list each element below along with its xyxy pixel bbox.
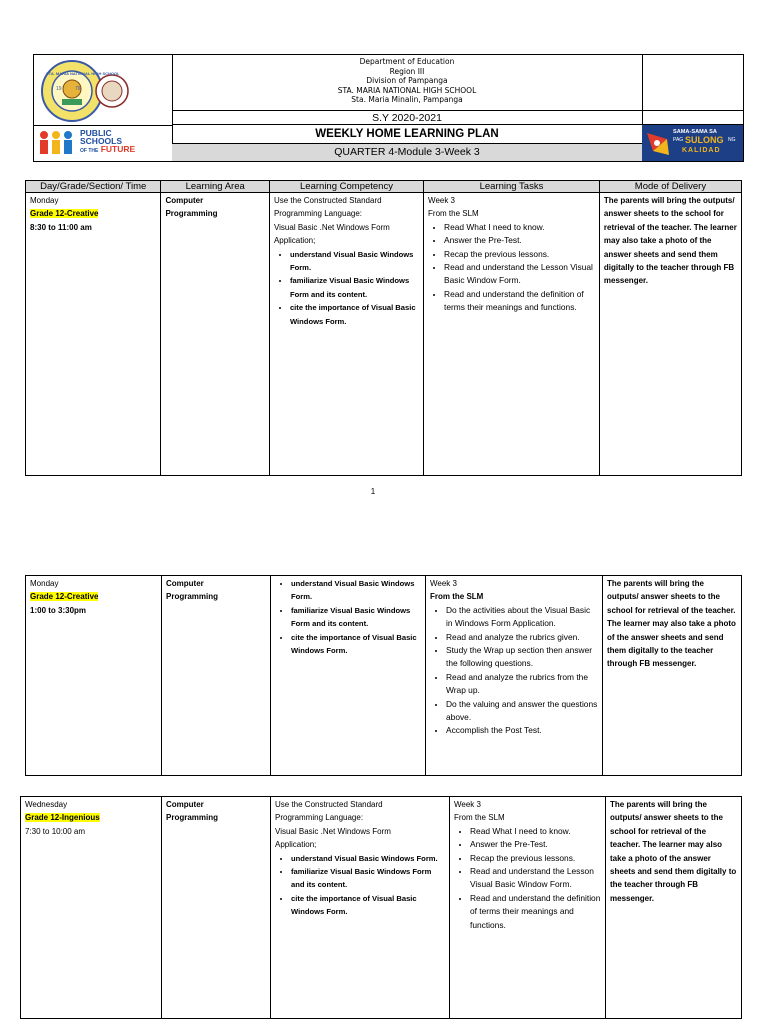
list-item: • Read and analyze the rubrics given. [446,631,598,644]
logo-public-line4: FUTURE [100,144,136,154]
list-item: • Read What I need to know. [470,825,601,838]
sulong-line1: SAMA-SAMA SA [673,129,717,135]
competency-list [275,852,445,919]
mode-cell: The parents will bring the outputs/ answer sheets to the school for retrieval of the teacher. The learner may also take a photo of the answer sheets and send them digitally to the teacher through FB messenger. [606,797,742,1019]
competency-cell [269,193,423,476]
list-item: • Accomplish the Post Test. [446,724,598,737]
logo-public-line3: OF THE [80,148,99,154]
col-header-day: Day/Grade/Section/ Time [26,181,161,193]
tasks-cell [450,797,606,1019]
list-item: • understand Visual Basic Windows Form. [291,852,445,865]
plan-table-2 [25,575,742,776]
page-number: 1 [370,487,376,496]
from-label: From the SLM [454,813,505,823]
header-divider-1 [172,110,642,111]
table-row [26,576,742,776]
flag-icon [645,129,671,157]
grade-label: Grade 12-Creative [30,209,99,219]
competency-intro-1: Use the Constructed Standard [273,196,382,205]
list-item: • Recap the previous lessons. [444,248,595,261]
list-item: • Do the activities about the Visual Basic in Windows Form Application. [446,604,598,631]
table-row [21,797,742,1019]
table-header-row [26,181,742,193]
list-item: • familiarize Visual Basic Windows Form and its content. [291,604,421,631]
school-year: S.Y 2020-2021 [372,112,442,124]
header-center-cell [172,55,643,161]
competency-intro-4: Application; [273,236,316,246]
quarter-label: QUARTER 4-Module 3-Week 3 [172,144,642,161]
day-label: Monday [30,196,59,205]
competency-list [274,248,419,328]
week-label: Week 3 [454,800,481,809]
list-item: • familiarize Visual Basic Windows Form and its content. [290,274,419,301]
col-header-competency: Learning Competency [269,181,423,193]
list-item: • cite the importance of Visual Basic Windows Form. [291,892,445,919]
logo-public-line2: SCHOOLS [80,136,123,146]
sulong-line3: SULONG [685,135,724,145]
competency-intro-1: Use the Constructed Standard [275,800,383,809]
list-item: • familiarize Visual Basic Windows Form and its content. [291,865,445,892]
sulong-line5: KALIDAD [682,147,721,154]
list-item: • Read and analyze the rubrics from the Wrap up. [446,671,598,698]
list-item: • cite the importance of Visual Basic Windows Form. [291,631,421,658]
area-line-2: Programming [165,209,218,219]
list-item: • Read and understand the definition of terms their meanings and functions. [470,892,601,932]
area-cell [162,797,271,1019]
seal-text: STA. MARIA NATIONAL HIGH SCHOOL [46,71,120,76]
day-cell [26,576,162,776]
competency-list [275,577,421,657]
week-label: Week 3 [430,579,457,588]
day-cell [26,193,161,476]
logo-divider [34,125,172,126]
header-line-1: Department of Education [359,57,455,66]
list-item: • cite the importance of Visual Basic Windows Form. [290,301,419,328]
logo-public-line1: PUBLIC [80,128,112,138]
right-divider-1 [642,110,743,111]
area-line-1: Computer [165,196,204,205]
area-line-1: Computer [166,800,204,809]
list-item: • Read and understand the Lesson Visual Basic Window Form. [444,261,595,288]
public-schools-logo [80,129,135,154]
tasks-list [428,221,595,315]
logo-cell [34,55,173,161]
col-header-tasks: Learning Tasks [424,181,600,193]
col-header-mode: Mode of Delivery [599,181,741,193]
list-item: • Answer the Pre-Test. [470,838,601,851]
list-item: • understand Visual Basic Windows Form. [291,577,421,604]
seal-year-left: 19 [56,86,62,92]
area-line-2: Programming [166,592,219,602]
seal-year-right: 76 [75,86,81,92]
header-divider-2 [172,124,642,125]
competency-intro-2: Programming Language: [275,813,364,823]
list-item: • Study the Wrap up section then answer the following questions. [446,644,598,671]
sulong-line2: PAG [673,137,684,143]
header-line-3: Division of Pampanga [366,76,448,85]
list-item: • Read and understand the definition of terms their meanings and functions. [444,288,595,315]
week-label: Week 3 [428,196,456,205]
list-item: • Read What I need to know. [444,221,595,234]
list-item: • Read and understand the Lesson Visual Basic Window Form. [470,865,601,892]
area-cell [161,193,270,476]
competency-intro-3: Visual Basic .Net Windows Form [273,222,390,232]
time-label: 8:30 to 11:00 am [30,222,92,232]
time-label: 1:00 to 3:30pm [30,605,87,615]
header-right-cell [642,55,743,161]
table-row [26,193,742,476]
tasks-list [454,825,601,932]
from-label: From the SLM [428,209,479,219]
day-label: Wednesday [25,800,68,809]
plan-table-1 [25,180,742,476]
competency-cell [271,797,450,1019]
competency-intro-2: Programming Language: [273,209,363,219]
competency-intro-3: Visual Basic .Net Windows Form [275,826,391,836]
tasks-list [430,604,598,738]
plan-table-3 [20,796,742,1019]
day-label: Monday [30,579,59,588]
tasks-cell [424,193,600,476]
area-line-1: Computer [166,579,204,588]
sulong-line4: NG [728,137,736,143]
day-cell [21,797,162,1019]
header-line-5: Sta. Maria Minalin, Pampanga [351,95,463,104]
list-item: • Answer the Pre-Test. [444,234,595,247]
header-address [172,57,642,105]
children-figures-icon [36,129,76,157]
list-item: • understand Visual Basic Windows Form. [290,248,419,275]
mode-cell: The parents will bring the outputs/ answer sheets to the school for retrieval of the teacher. The learner may also take a photo of the answer sheets and send them digitally to the teacher through FB messenger. [599,193,741,476]
list-item: • Recap the previous lessons. [470,852,601,865]
header-line-4: STA. MARIA NATIONAL HIGH SCHOOL [337,85,477,95]
competency-cell [271,576,426,776]
area-line-2: Programming [166,813,219,823]
header-block [33,54,744,162]
school-seal-icon [40,59,130,123]
document-title: WEEKLY HOME LEARNING PLAN [315,128,499,140]
from-label: From the SLM [430,592,484,602]
grade-label: Grade 12-Ingenious [25,813,100,823]
mode-cell: The parents will bring the outputs/ answer sheets to the school for retrieval of the teacher. The learner may also take a photo of the answer sheets and send them digitally to the teacher through FB messenger. [603,576,742,776]
tasks-cell [426,576,603,776]
header-line-2: Region III [389,66,425,76]
time-label: 7:30 to 10:00 am [25,826,86,836]
list-item: • Do the valuing and answer the questions above. [446,698,598,725]
area-cell [162,576,271,776]
col-header-area: Learning Area [161,181,270,193]
sulong-logo [642,125,743,161]
competency-intro-4: Application; [275,840,317,850]
grade-label: Grade 12-Creative [30,592,99,602]
